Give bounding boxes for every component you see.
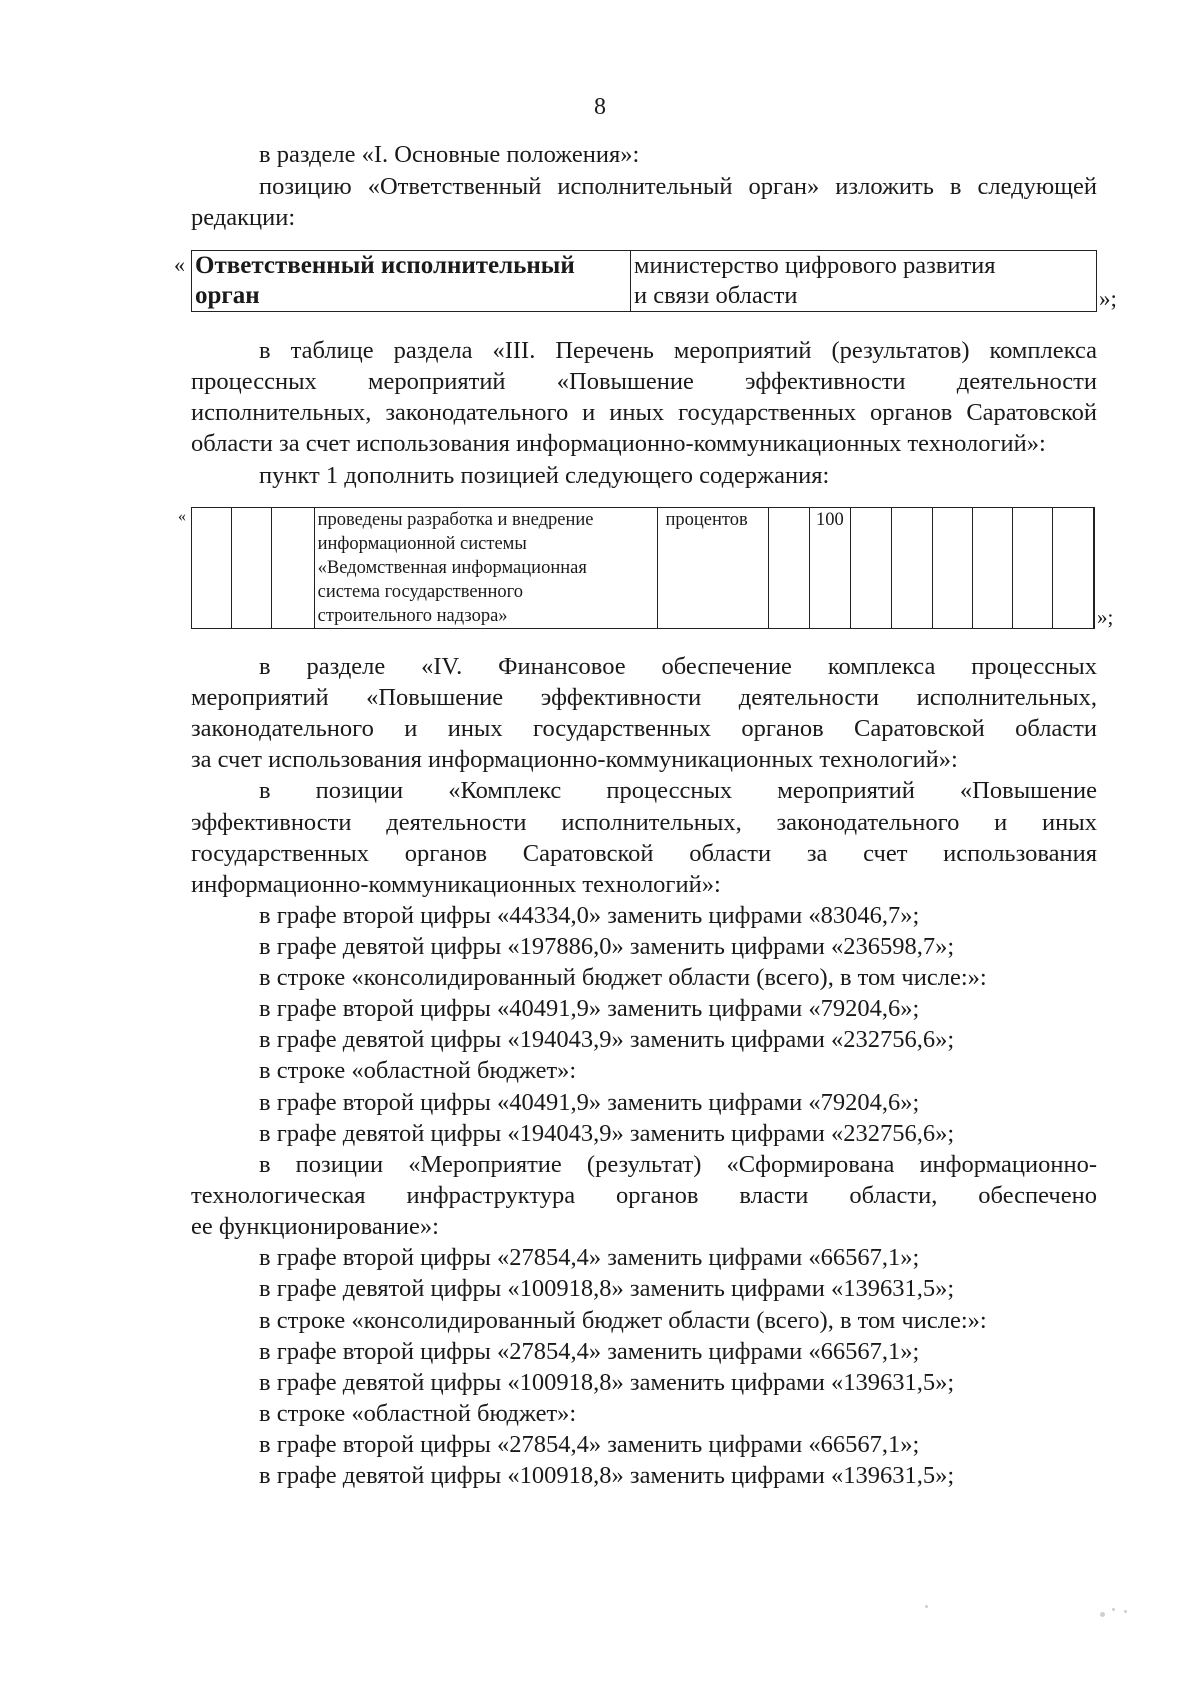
table2-value-cell: 100 — [810, 508, 851, 628]
scan-speck — [1112, 1608, 1115, 1611]
paragraph-line: в графе второй цифры «40491,9» заменить цифрами «79204,6»; — [259, 995, 920, 1022]
page-number: 8 — [594, 94, 606, 120]
paragraph-line: в строке «консолидированный бюджет области (всего), в том числе:»: — [259, 1307, 987, 1334]
table1-value-line: министерство цифрового развития — [634, 252, 996, 279]
paragraph-line: в графе девятой цифры «100918,8» заменить цифрами «139631,5»; — [259, 1462, 955, 1489]
table2-empty-cell — [933, 508, 974, 628]
paragraph-line: в строке «областной бюджет»: — [259, 1057, 577, 1084]
paragraph-line: в графе девятой цифры «197886,0» заменить цифрами «236598,7»; — [259, 933, 955, 960]
scan-speck — [1100, 1612, 1105, 1617]
table2-empty-cell — [272, 508, 315, 628]
paragraph-line: в графе второй цифры «27854,4» заменить цифрами «66567,1»; — [259, 1338, 920, 1365]
table2-description-line: строительного надзора» — [317, 606, 508, 626]
table2-description-line: проведены разработка и внедрение — [317, 510, 594, 530]
paragraph-line: в графе девятой цифры «194043,9» заменить цифрами «232756,6»; — [259, 1120, 955, 1147]
table2-empty-cell — [892, 508, 933, 628]
paragraph-line: в графе второй цифры «27854,4» заменить цифрами «66567,1»; — [259, 1244, 920, 1271]
paragraph-line: редакции: — [191, 204, 296, 231]
table1-value-line: и связи области — [634, 282, 798, 309]
paragraph-line: пункт 1 дополнить позицией следующего содержания: — [259, 462, 830, 489]
paragraph-line: в графе девятой цифры «100918,8» заменить цифрами «139631,5»; — [259, 1369, 955, 1396]
table2-description-cell — [315, 508, 659, 628]
table1-open-quote: « — [174, 252, 185, 277]
paragraph-line: в таблице раздела «III. Перечень мероприятий (результатов) комплекса — [259, 337, 1097, 364]
measures-table-row — [191, 507, 1095, 629]
paragraph-line: процессных мероприятий «Повышение эффективности деятельности — [191, 368, 1097, 395]
paragraph-line: позицию «Ответственный исполнительный орган» изложить в следующей — [259, 173, 1097, 200]
paragraph-line: информационно-коммуникационных технологий»: — [191, 871, 721, 898]
paragraph-line: в графе девятой цифры «100918,8» заменить цифрами «139631,5»; — [259, 1275, 955, 1302]
paragraph-line: ее функционирование»: — [191, 1213, 439, 1240]
table2-empty-cell — [232, 508, 272, 628]
paragraph-line: в позиции «Комплекс процессных мероприятий «Повышение — [259, 777, 1097, 804]
table2-close: »; — [1097, 605, 1114, 629]
paragraph-line: области за счет использования информационно-коммуникационных технологий»: — [191, 430, 1046, 457]
table1-label-cell — [192, 251, 631, 311]
table1-close: »; — [1099, 286, 1117, 311]
table2-empty-cell — [1013, 508, 1053, 628]
table2-empty-cell — [192, 508, 232, 628]
paragraph-line: технологическая инфраструктура органов власти области, обеспечено — [191, 1182, 1097, 1209]
table1-label-line: Ответственный исполнительный — [195, 252, 575, 279]
paragraph-line: мероприятий «Повышение эффективности деятельности исполнительных, — [191, 684, 1097, 711]
table2-unit-cell: процентов — [658, 508, 769, 628]
table2-open-quote: « — [178, 508, 186, 525]
table1-value-cell — [631, 251, 1096, 311]
paragraph-line: законодательного и иных государственных органов Саратовской области — [191, 715, 1097, 742]
paragraph-line: в графе второй цифры «40491,9» заменить цифрами «79204,6»; — [259, 1089, 920, 1116]
table2-empty-cell — [973, 508, 1013, 628]
paragraph-line: исполнительных, законодательного и иных государственных органов Саратовской — [191, 399, 1097, 426]
table1-label-line: орган — [195, 282, 260, 309]
paragraph-line: в строке «областной бюджет»: — [259, 1400, 577, 1427]
paragraph-line: в позиции «Мероприятие (результат) «Сформирована информационно- — [259, 1151, 1097, 1178]
paragraph-line: в графе второй цифры «27854,4» заменить цифрами «66567,1»; — [259, 1431, 920, 1458]
table2-empty-cell — [851, 508, 892, 628]
paragraph-line: в разделе «I. Основные положения»: — [259, 141, 640, 168]
scan-speck — [1124, 1610, 1127, 1613]
table2-empty-cell — [769, 508, 810, 628]
paragraph-line: за счет использования информационно-коммуникационных технологий»: — [191, 746, 958, 773]
table2-description-line: система государственного — [317, 582, 523, 602]
paragraph-line: в графе девятой цифры «194043,9» заменить цифрами «232756,6»; — [259, 1026, 955, 1053]
table2-description-line: информационной системы — [317, 534, 527, 554]
table2-description-line: «Ведомственная информационная — [317, 558, 587, 578]
paragraph-line: в строке «консолидированный бюджет области (всего), в том числе:»: — [259, 964, 987, 991]
table2-empty-cell — [1053, 508, 1094, 628]
paragraph-line: эффективности деятельности исполнительных, законодательного и иных — [191, 809, 1097, 836]
paragraph-line: в графе второй цифры «44334,0» заменить цифрами «83046,7»; — [259, 902, 920, 929]
paragraph-line: государственных органов Саратовской области за счет использования — [191, 840, 1097, 867]
scan-speck — [925, 1605, 928, 1608]
paragraph-line: в разделе «IV. Финансовое обеспечение комплекса процессных — [259, 653, 1097, 680]
responsible-body-table — [191, 250, 1097, 312]
